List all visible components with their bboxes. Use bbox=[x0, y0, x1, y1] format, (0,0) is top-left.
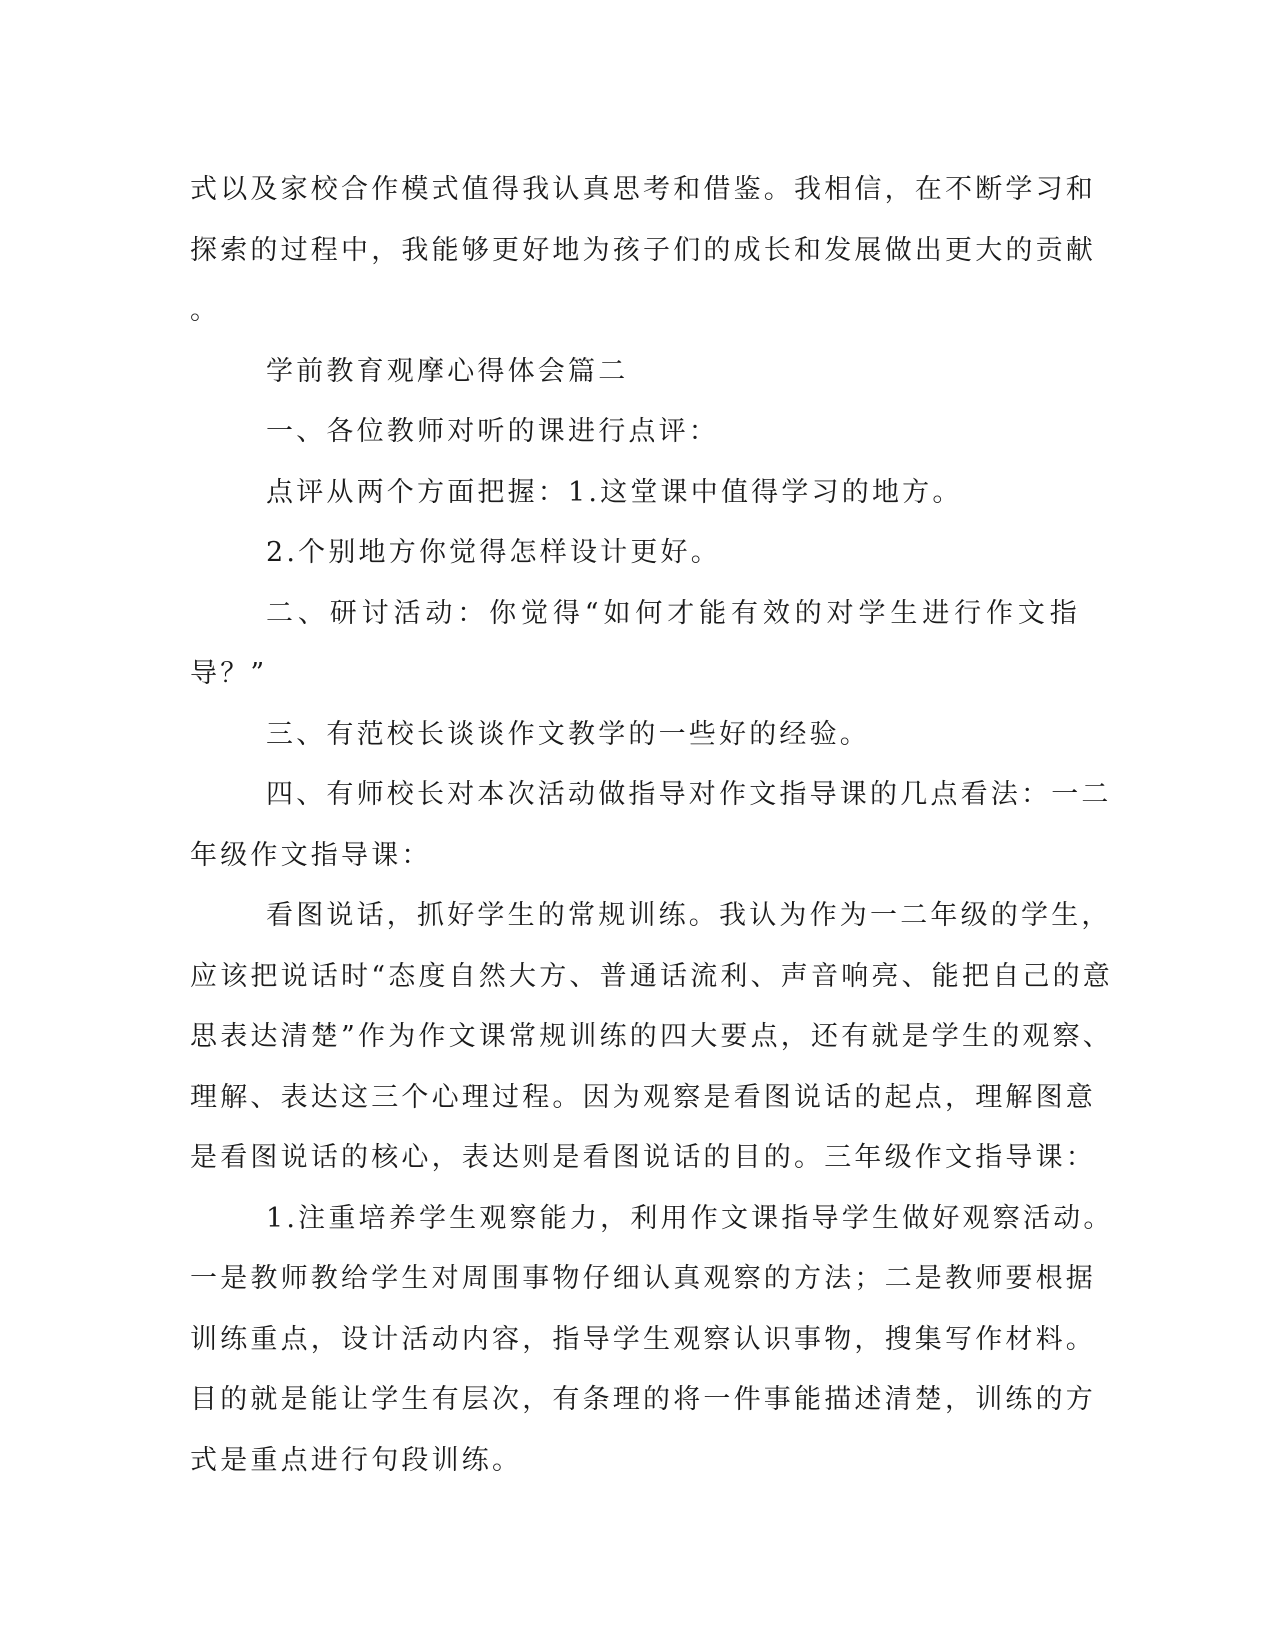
paragraph-item-4 bbox=[190, 765, 1112, 886]
text-line: 2.个别地方你觉得怎样设计更好。 bbox=[266, 537, 721, 568]
paragraph-continuation bbox=[190, 160, 1096, 342]
text-line: 探索的过程中，我能够更好地为孩子们的成长和发展做出更大的贡献 bbox=[190, 234, 1096, 266]
text-line: 。 bbox=[190, 295, 221, 326]
text-line: 是看图说话的核心，表达则是看图说话的目的。三年级作文指导课： bbox=[190, 1142, 1096, 1173]
text-line: 理解、表达这三个心理过程。因为观察是看图说话的起点，理解图意 bbox=[190, 1081, 1096, 1113]
text-line: 二、研讨活动：你觉得“如何才能有效的对学生进行作文指导？” bbox=[190, 597, 1080, 689]
text-line: 目的就是能让学生有层次，有条理的将一件事能描述清楚，训练的方 bbox=[190, 1384, 1096, 1415]
text-line: 看图说话，抓好学生的常规训练。我认为作为一二年级的学生， bbox=[266, 900, 1112, 931]
text-line: 思表达清楚”作为作文课常规训练的四大要点，还有就是学生的观察、 bbox=[190, 1021, 1114, 1052]
paragraph-review-point-2 bbox=[190, 523, 1080, 584]
text-line: 四、有师校长对本次活动做指导对作文指导课的几点看法：一二 bbox=[266, 779, 1112, 810]
text-line: 式是重点进行句段训练。 bbox=[190, 1444, 523, 1476]
document-body bbox=[190, 160, 1114, 1491]
text-line: 1.注重培养学生观察能力，利用作文课指导学生做好观察活动。 bbox=[266, 1202, 1114, 1234]
paragraph-item-3 bbox=[190, 705, 1080, 766]
paragraph-review-points bbox=[190, 463, 1080, 524]
section-heading-text: 学前教育观摩心得体会篇二 bbox=[266, 355, 629, 387]
text-line: 训练重点，设计活动内容，指导学生观察认识事物，搜集写作材料。 bbox=[190, 1323, 1096, 1355]
paragraph-grade-3 bbox=[190, 1189, 1114, 1492]
text-line: 一、各位教师对听的课进行点评： bbox=[266, 416, 719, 447]
text-line: 一是教师教给学生对周围事物仔细认真观察的方法；二是教师要根据 bbox=[190, 1263, 1096, 1294]
section-heading bbox=[190, 342, 1080, 403]
paragraph-grade-1-2 bbox=[190, 886, 1114, 1189]
text-line: 点评从两个方面把握：1.这堂课中值得学习的地方。 bbox=[266, 476, 963, 508]
text-line: 式以及家校合作模式值得我认真思考和借鉴。我相信，在不断学习和 bbox=[190, 174, 1096, 205]
text-line: 应该把说话时“态度自然大方、普通话流利、声音响亮、能把自己的意 bbox=[190, 960, 1114, 992]
text-line: 三、有范校长谈谈作文教学的一些好的经验。 bbox=[266, 718, 870, 750]
paragraph-item-1 bbox=[190, 402, 1080, 463]
paragraph-item-2 bbox=[190, 584, 1080, 705]
text-line: 年级作文指导课： bbox=[190, 839, 432, 871]
